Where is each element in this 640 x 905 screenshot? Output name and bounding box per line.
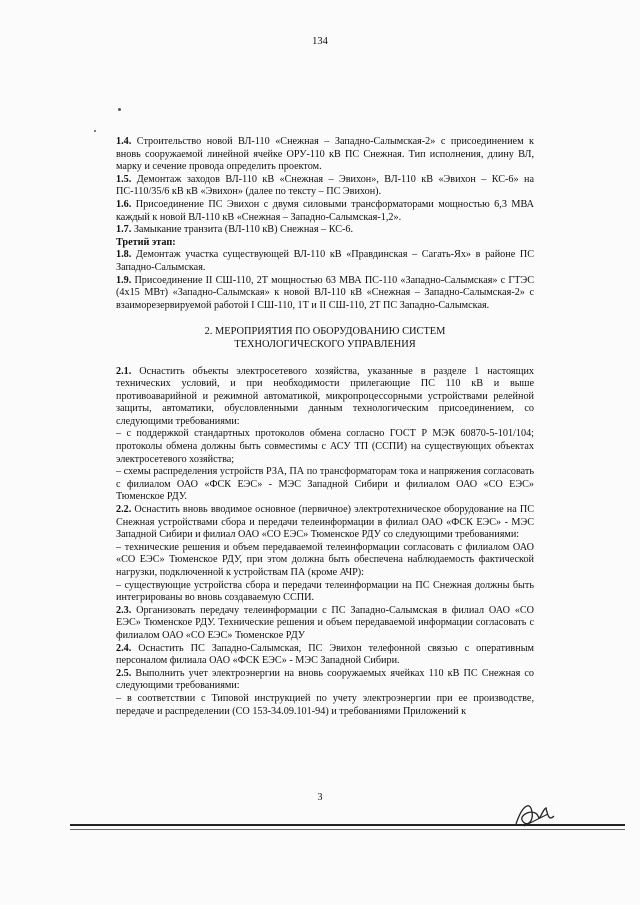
bullet-2-1-b: – схемы распределения устройств РЗА, ПА по трансформаторам тока и напряжения согласовать с филиалом ОАО «ФСК ЕЭС» - МЭС Западной Сибири и филиалом ОАО «СО ЕЭС» Тюменское РДУ. xyxy=(116,466,534,503)
page-number-top: 134 xyxy=(312,36,328,47)
scan-speck xyxy=(118,108,121,111)
document-body xyxy=(116,136,534,718)
item-2-2: 2.2. Оснастить вновь вводимое основное (первичное) электротехническое оборудование на ПС Снежная устройствами сбора и передачи телеинформации в филиал ОАО «ФСК ЕЭС» - МЭС Западной Сибири и филиал ОАО «СО ЕЭС» Тюменское РДУ со следующими требованиями: xyxy=(116,504,534,541)
item-2-5: 2.5. Выполнить учет электроэнергии на вновь сооружаемых ячейках 110 кВ ПС Снежная со следующими требованиями: xyxy=(116,667,534,692)
footer-rule xyxy=(70,824,625,826)
item-1-9: 1.9. Присоединение II СШ-110, 2Т мощностью 63 МВА ПС-110 «Западно-Салымская» с ГТЭС (4х15 МВт) «Западно-Салымская» к новой ВЛ-110 кВ «Снежная – Западно-Салымская-2» с взаиморезервируемой работой I СШ-110, 1Т и II СШ-110, 2Т ПС Западно-Салымская. xyxy=(116,274,534,311)
item-1-8: 1.8. Демонтаж участка существующей ВЛ-110 кВ «Правдинская – Сагать-Ях» в районе ПС Западно-Салымская. xyxy=(116,249,534,273)
item-2-4: 2.4. Оснастить ПС Западно-Салымская, ПС Эвихон телефонной связью с оперативным персоналом филиала ОАО «ФСК ЕЭС» - МЭС Западной Сибири. xyxy=(116,642,534,667)
item-2-3: 2.3. Организовать передачу телеинформации с ПС Западно-Салымская в филиал ОАО «СО ЕЭС» Тюменское РДУ. Технические решения и объем передаваемой информации согласовать с филиалом ОАО «СО ЕЭС» Тюменское РДУ xyxy=(116,604,534,641)
footer-rule-thin xyxy=(70,829,625,830)
item-1-6: 1.6. Присоединение ПС Эвихон с двумя силовыми трансформаторами мощностью 6,3 МВА каждый к новой ВЛ-110 кВ «Снежная – Западно-Салымская-1,2». xyxy=(116,198,534,223)
stage-three-label: Третий этап: xyxy=(116,236,176,248)
item-1-4: 1.4. Строительство новой ВЛ-110 «Снежная – Западно-Салымская-2» с присоединением к вновь сооружаемой линейной ячейке ОРУ-110 кВ ПС Снежная. Тип исполнения, длину ВЛ, марку и сечение провода определить проектом. xyxy=(116,136,534,173)
section-2-heading: 2. МЕРОПРИЯТИЯ ПО ОБОРУДОВАНИЮ СИСТЕМ ТЕХНОЛОГИЧЕСКОГО УПРАВЛЕНИЯ xyxy=(204,326,446,350)
bullet-2-2-a: – технические решения и объем передаваемой телеинформации согласовать с филиалом ОАО «СО ЕЭС» Тюменское РДУ, при этом должна быть обеспечена наблюдаемость фактической нагрузки, подключенной к устройствам ПА (кроме АЧР): xyxy=(116,541,534,578)
handwritten-signature xyxy=(512,798,558,832)
scan-speck xyxy=(94,130,96,132)
bullet-2-5-a: – в соответствии с Типовой инструкцией по учету электроэнергии при ее производстве, передаче и распределении (СО 153-34.09.101-94) и требованиями Приложений к xyxy=(116,692,534,717)
item-1-5: 1.5. Демонтаж заходов ВЛ-110 кВ «Снежная – Эвихон», ВЛ-110 кВ «Эвихон – КС-6» на ПС-110/35/6 кВ кВ «Эвихон» (далее по тексту – ПС Эвихон). xyxy=(116,173,534,198)
bullet-2-2-b: – существующие устройства сбора и передачи телеинформации на ПС Снежная должны быть интегрированы во вновь создаваемую ССПИ. xyxy=(116,579,534,604)
page-number-bottom: 3 xyxy=(317,792,323,803)
item-2-1: 2.1. Оснастить объекты электросетевого хозяйства, указанные в разделе 1 настоящих технических условий, и при необходимости прилегающие ПС 110 кВ и выше противоаварийной и режимной автоматикой, микропроцессорными устройствами релейной защиты, автоматики, обусловленными данным технологическим присоединением, со следующими требованиями: xyxy=(116,365,534,427)
bullet-2-1-a: – с поддержкой стандартных протоколов обмена согласно ГОСТ Р МЭК 60870-5-101/104; протоколы обмена должны быть совместимы с АСУ ТП (ССПИ) на существующих объектах электросетевого хозяйства; xyxy=(116,428,534,465)
item-1-7: 1.7. Замыкание транзита (ВЛ-110 кВ) Снежная – КС-6. xyxy=(116,224,354,236)
